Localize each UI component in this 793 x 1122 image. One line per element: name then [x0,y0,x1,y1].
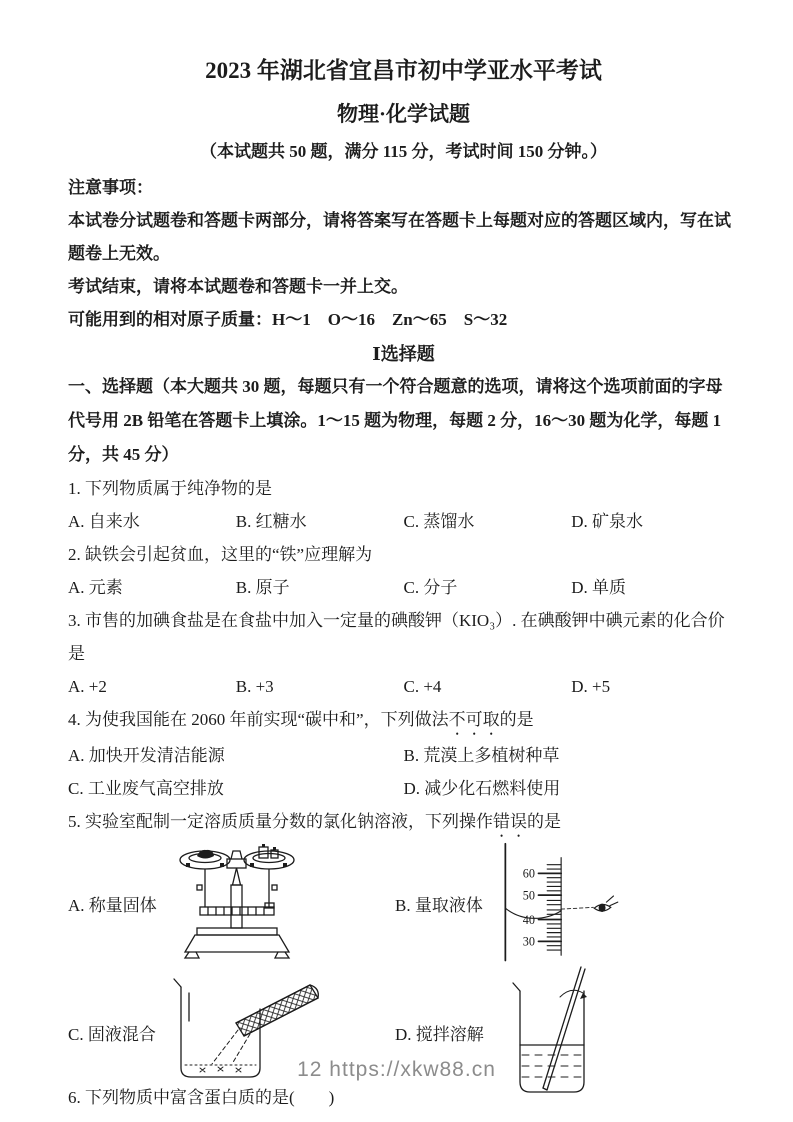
option-4-a: A. 加快开发清洁能源 [68,746,225,765]
cylinder-scale-30: 30 [522,934,535,949]
page-footer: 12 https://xkw88.cn [297,1058,496,1081]
question-1-options [68,505,739,538]
question-5-text-emphasis: 错误 [493,812,527,831]
option-5-c-label: C. 固液混合 [68,1024,156,1044]
notice-section [68,171,739,336]
option-4-b: B. 荒漠上多植树种草 [403,746,560,765]
question-5-text-post: 的是 [527,812,561,831]
graduated-cylinder-figure [487,842,637,964]
question-4-options [68,739,739,805]
cylinder-scale-50: 50 [522,888,535,903]
question-4-text [68,703,739,739]
atomic-mass-line: 可能用到的相对原子质量：H～1 O～16 Zn～65 S～32 [68,310,508,329]
option-3-d: D. +5 [571,677,611,696]
page-subtitle: 物理·化学试题 [336,102,470,126]
option-2-b: B. 原子 [235,578,290,597]
option-3-a: A. +2 [68,677,107,696]
question-3-text: 3. 市售的加碘食盐是在食盐中加入一定量的碘酸钾（KIO₃）. 在碘酸钾中碘元素的化合价是 [68,611,725,663]
notice-heading: 注意事项： [68,178,153,197]
option-3-c: C. +4 [403,677,442,696]
option-4-c: C. 工业废气高空排放 [68,779,224,798]
option-4-d: D. 减少化石燃料使用 [403,779,561,798]
option-5-b [395,841,739,965]
eye-icon [594,896,618,912]
option-2-d: D. 单质 [571,578,627,597]
balance-scale-figure [161,844,313,962]
question-2-text: 2. 缺铁会引起贫血，这里的“铁”应理解为 [68,545,373,564]
option-1-c: C. 蒸馏水 [403,512,475,531]
option-1-a: A. 自来水 [68,512,140,531]
question-6-text: 6. 下列物质中富含蛋白质的是( ) [68,1088,335,1107]
question-1-text: 1. 下列物质属于纯净物的是 [68,479,272,498]
notice-paragraph-2: 考试结束，请将本试题卷和答题卡一并上交。 [68,277,408,296]
cylinder-scale-60: 60 [522,866,535,881]
page-title: 2023 年湖北省宜昌市初中学亚水平考试 [205,58,602,83]
option-5-a-label: A. 称量固体 [68,895,157,915]
notice-paragraph-1: 本试卷分试题卷和答题卡两部分，请将答案写在答题卡上每题对应的答题区域内，写在试题卷上无效。 [68,211,731,263]
exam-meta-line: （本试题共 50 题，满分 115 分，考试时间 150 分钟。） [199,142,608,161]
cylinder-scale-40: 40 [522,912,535,927]
option-5-d-label: D. 搅拌溶解 [395,1024,484,1044]
question-5-figure-row-1 [68,841,739,965]
question-3-options [68,670,739,703]
question-4-text-post: 的是 [499,710,534,729]
option-3-b: B. +3 [235,677,274,696]
question-4-text-emphasis: 不可取 [448,710,500,729]
section-part-title: Ⅰ选择题 [372,344,435,364]
section-instruction: 一、选择题（本大题共 30 题，每题只有一个符合题意的选项，请将这个选项前面的字母代号用 2B 铅笔在答题卡上填涂。1～15 题为物理，每题 2 分，16～30 题为化学，每题 1 分，共 45 分） [68,377,723,464]
question-4-text-pre: 4. 为使我国能在 2060 年前实现“碳中和”，下列做法 [68,710,449,729]
option-1-b: B. 红糖水 [235,512,307,531]
question-2-options [68,571,739,604]
option-5-b-label: B. 量取液体 [395,895,483,915]
option-5-a [68,841,395,965]
question-5-text-pre: 5. 实验室配制一定溶质质量分数的氯化钠溶液，下列操作 [68,812,493,831]
question-5-text [68,805,739,841]
option-2-c: C. 分子 [403,578,458,597]
option-1-d: D. 矿泉水 [571,512,644,531]
option-2-a: A. 元素 [68,578,123,597]
